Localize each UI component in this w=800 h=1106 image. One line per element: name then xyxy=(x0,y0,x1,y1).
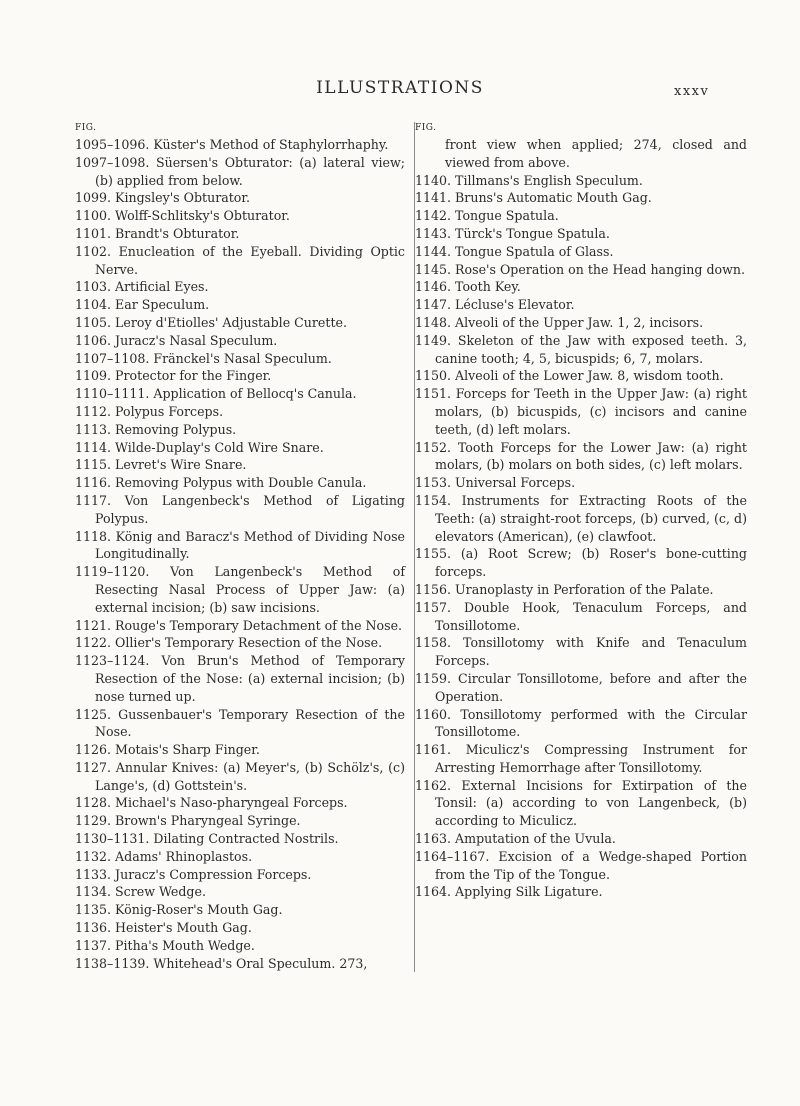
illustration-entry: 1136. Heister's Mouth Gag. xyxy=(75,920,252,936)
illustration-entry: 1134. Screw Wedge. xyxy=(75,884,206,900)
fig-label: FIG. xyxy=(415,123,437,133)
illustration-entry: 1138–1139. Whitehead's Oral Speculum. 273, xyxy=(75,955,368,971)
right-column xyxy=(415,120,747,901)
illustration-entry: 1114. Wilde-Duplay's Cold Wire Snare. xyxy=(75,439,324,455)
illustration-entry: 1123–1124. Von Brun's Method of Temporary Resection of the Nose: (a) external incision; (b) nose turned up. xyxy=(75,653,405,704)
illustration-entry: 1107–1108. Fränckel's Nasal Speculum. xyxy=(75,350,332,366)
illustration-entry: 1095–1096. Küster's Method of Staphylorrhaphy. xyxy=(75,137,389,152)
illustration-entry: 1156. Uranoplasty in Perforation of the Palate. xyxy=(415,581,714,597)
illustration-entry: 1146. Tooth Key. xyxy=(415,279,521,295)
illustration-entry: 1143. Türck's Tongue Spatula. xyxy=(415,225,610,241)
illustration-entry: 1140. Tillmans's English Speculum. xyxy=(415,172,643,188)
illustration-entry: 1129. Brown's Pharyngeal Syringe. xyxy=(75,813,301,829)
right-entry-list xyxy=(415,172,747,902)
illustration-entry: 1115. Levret's Wire Snare. xyxy=(75,457,247,473)
illustration-entry: 1105. Leroy d'Etiolles' Adjustable Curette. xyxy=(75,314,347,330)
page-header xyxy=(0,78,800,102)
illustration-entry: 1141. Bruns's Automatic Mouth Gag. xyxy=(415,190,652,206)
illustration-entry: 1161. Miculicz's Compressing Instrument for Arresting Hemorrhage after Tonsillotomy. xyxy=(415,742,747,775)
illustration-entry: 1116. Removing Polypus with Double Canula. xyxy=(75,475,367,491)
illustration-entry: 1158. Tonsillotomy with Knife and Tenaculum Forceps. xyxy=(415,635,747,669)
illustration-entry: 1151. Forceps for Teeth in the Upper Jaw: (a) right molars, (b) bicuspids, (c) incisors and canine teeth, (d) left molars. xyxy=(415,386,747,437)
illustration-entry: 1137. Pitha's Mouth Wedge. xyxy=(75,937,255,953)
running-title: ILLUSTRATIONS xyxy=(316,78,484,98)
illustration-entry: 1109. Protector for the Finger. xyxy=(75,368,272,384)
illustration-entry: 1162. External Incisions for Extirpation of the Tonsil: (a) according to von Langenbeck, (b) according to Miculicz. xyxy=(415,777,747,829)
illustration-entry: 1102. Enucleation of the Eyeball. Dividing Optic Nerve. xyxy=(75,243,405,277)
illustration-entry: 1101. Brandt's Obturator. xyxy=(75,225,240,241)
illustration-entry: 1104. Ear Speculum. xyxy=(75,297,210,313)
illustration-entry: 1126. Motais's Sharp Finger. xyxy=(75,742,260,758)
illustration-entry: 1133. Juracz's Compression Forceps. xyxy=(75,866,312,882)
illustration-entry: 1132. Adams' Rhinoplastos. xyxy=(75,848,253,864)
illustration-entry: 1164. Applying Silk Ligature. xyxy=(415,884,603,900)
illustration-entry: 1145. Rose's Operation on the Head hanging down. xyxy=(415,261,745,277)
illustration-entry: 1142. Tongue Spatula. xyxy=(415,208,559,224)
left-entry-list xyxy=(75,136,405,972)
illustration-entry: 1163. Amputation of the Uvula. xyxy=(415,831,616,847)
illustration-entry: 1157. Double Hook, Tenaculum Forceps, and Tonsillotome. xyxy=(415,599,747,633)
illustration-entry: 1117. Von Langenbeck's Method of Ligating Polypus. xyxy=(75,492,405,526)
illustration-entry: 1119–1120. Von Langenbeck's Method of Resecting Nasal Process of Upper Jaw: (a) external incision; (b) saw incisions. xyxy=(75,564,405,615)
illustration-entry: 1110–1111. Application of Bellocq's Canula. xyxy=(75,386,357,402)
illustration-entry: 1128. Michael's Naso-pharyngeal Forceps. xyxy=(75,795,348,811)
illustration-entry: 1127. Annular Knives: (a) Meyer's, (b) Schölz's, (c) Lange's, (d) Gottstein's. xyxy=(75,759,405,793)
illustration-entry: 1155. (a) Root Screw; (b) Roser's bone-cutting forceps. xyxy=(415,546,747,580)
illustration-entry: 1106. Juracz's Nasal Speculum. xyxy=(75,332,278,348)
illustration-entry: 1118. König and Baracz's Method of Dividing Nose Longitudinally. xyxy=(75,528,405,562)
illustration-entry: 1164–1167. Excision of a Wedge-shaped Portion from the Tip of the Tongue. xyxy=(415,848,747,882)
illustration-entry: 1100. Wolff-Schlitsky's Obturator. xyxy=(75,208,290,224)
illustration-entry: 1160. Tonsillotomy performed with the Circular Tonsillotome. xyxy=(415,706,747,740)
continued-entry: front view when applied; 274, closed and viewed from above. xyxy=(445,137,747,170)
fig-label: FIG. xyxy=(75,123,97,133)
illustration-entry: 1159. Circular Tonsillotome, before and after the Operation. xyxy=(415,670,747,704)
illustration-entry: 1121. Rouge's Temporary Detachment of the Nose. xyxy=(75,617,403,633)
left-column xyxy=(75,120,405,972)
illustration-entry: 1097–1098. Süersen's Obturator: (a) lateral view; (b) applied from below. xyxy=(75,154,405,188)
illustration-entry: 1113. Removing Polypus. xyxy=(75,421,237,437)
illustration-entry: 1103. Artificial Eyes. xyxy=(75,279,209,295)
illustration-entry: 1153. Universal Forceps. xyxy=(415,475,576,491)
illustration-entry: 1147. Lécluse's Elevator. xyxy=(415,297,575,313)
illustration-entry: 1122. Ollier's Temporary Resection of the Nose. xyxy=(75,635,383,651)
page-number: xxxv xyxy=(674,84,710,99)
illustration-entry: 1149. Skeleton of the Jaw with exposed teeth. 3, canine tooth; 4, 5, bicuspids; 6, 7, molars. xyxy=(415,332,747,366)
illustration-entry: 1150. Alveoli of the Lower Jaw. 8, wisdom tooth. xyxy=(415,368,724,384)
illustration-entry: 1154. Instruments for Extracting Roots of the Teeth: (a) straight-root forceps, (b) curved, (c, d) elevators (American), (e) clawfoot. xyxy=(415,492,747,544)
illustration-entry: 1130–1131. Dilating Contracted Nostrils. xyxy=(75,831,339,847)
illustration-entry: 1099. Kingsley's Obturator. xyxy=(75,190,251,206)
illustration-entry: 1152. Tooth Forceps for the Lower Jaw: (a) right molars, (b) molars on both sides, (c) left molars. xyxy=(415,439,747,473)
illustration-entry: 1125. Gussenbauer's Temporary Resection of the Nose. xyxy=(75,706,405,740)
illustration-entry: 1148. Alveoli of the Upper Jaw. 1, 2, incisors. xyxy=(415,314,704,330)
illustration-entry: 1112. Polypus Forceps. xyxy=(75,403,224,419)
illustration-entry: 1144. Tongue Spatula of Glass. xyxy=(415,243,614,259)
illustration-entry: 1135. König-Roser's Mouth Gag. xyxy=(75,902,283,918)
